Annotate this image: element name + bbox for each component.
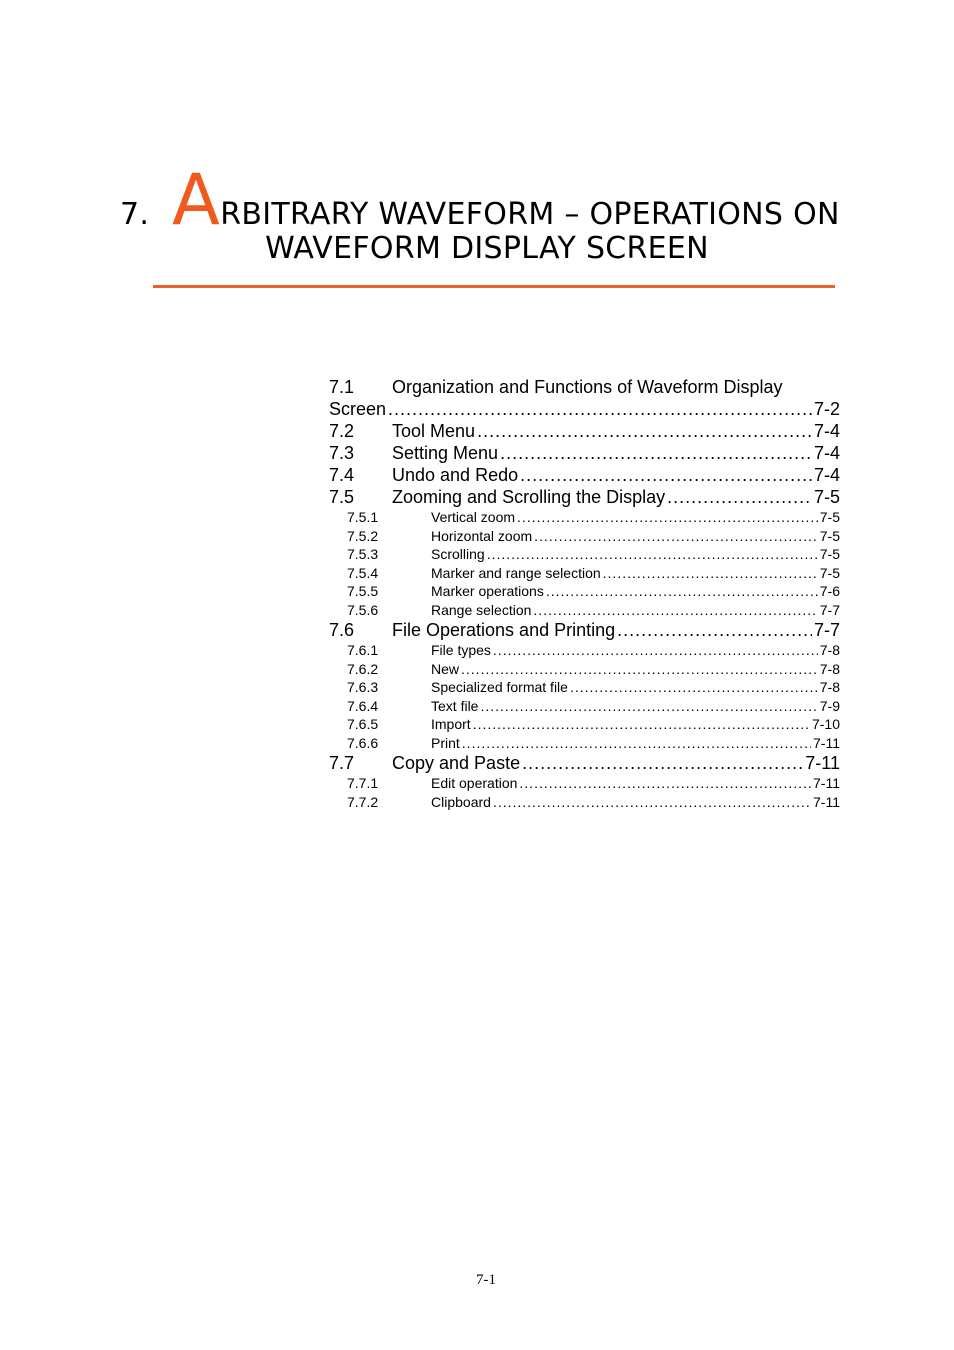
toc-number: 7.5.2 <box>347 527 379 544</box>
toc-entry-7-6-1[interactable] <box>329 641 840 660</box>
toc-leader <box>493 793 811 812</box>
toc-page: 7-4 <box>813 421 840 441</box>
toc-number: 7.5.5 <box>347 583 379 599</box>
toc-leader <box>570 678 818 697</box>
toc-number: 7.5.4 <box>347 564 379 581</box>
toc-leader <box>667 486 812 508</box>
toc-leader <box>477 420 812 442</box>
toc-entry-7-6-5[interactable] <box>329 715 840 734</box>
toc-number: 7.6.5 <box>347 716 379 732</box>
toc-number: 7.3 <box>329 443 355 463</box>
toc-label: Import <box>431 716 471 732</box>
toc-page: 7-11 <box>813 793 840 810</box>
toc-label: Copy and Paste <box>392 753 521 773</box>
toc-page: 7-5 <box>813 487 840 507</box>
toc-number: 7.5 <box>329 487 355 507</box>
toc-label: Specialized format file <box>431 679 568 695</box>
toc-page: 7-5 <box>819 509 840 525</box>
toc-label: Scrolling <box>431 546 485 562</box>
toc-page: 7-6 <box>819 583 840 599</box>
toc-leader <box>480 697 817 716</box>
chapter-title <box>120 159 840 266</box>
toc-leader <box>533 601 817 620</box>
toc-page: 7-8 <box>819 679 840 695</box>
toc-entry-7-6-3[interactable] <box>329 678 840 697</box>
title-underline <box>153 285 835 288</box>
toc-label: Edit operation <box>431 775 518 791</box>
toc-entry-7-7-1[interactable] <box>329 774 840 793</box>
toc-page: 7-11 <box>813 734 840 751</box>
toc-number: 7.6.3 <box>347 679 379 695</box>
toc-leader <box>617 619 812 641</box>
toc-number: 7.5.3 <box>347 546 379 562</box>
toc-entry-7-4[interactable] <box>329 464 840 486</box>
toc-leader <box>519 774 811 793</box>
chapter-initial: A <box>172 159 221 241</box>
toc-leader <box>603 564 818 583</box>
toc-leader <box>487 545 818 564</box>
toc-page: 7-5 <box>819 546 840 562</box>
table-of-contents <box>329 376 840 811</box>
toc-number: 7.7 <box>329 753 355 773</box>
toc-entry-7-6[interactable] <box>329 619 840 641</box>
toc-entry-7-5-6[interactable] <box>329 601 840 620</box>
toc-page: 7-7 <box>813 620 840 640</box>
toc-label: Marker and range selection <box>431 564 601 581</box>
toc-entry-7-1-line2[interactable] <box>329 398 840 420</box>
toc-entry-7-1-line1[interactable] <box>329 376 840 398</box>
toc-leader <box>473 715 810 734</box>
toc-entry-7-5-3[interactable] <box>329 545 840 564</box>
toc-label: Undo and Redo <box>392 465 519 485</box>
toc-page: 7-11 <box>805 753 840 773</box>
toc-leader <box>462 734 811 753</box>
toc-number: 7.7.2 <box>347 793 379 810</box>
toc-page: 7-4 <box>813 465 840 485</box>
toc-page: 7-8 <box>819 642 840 658</box>
toc-page: 7-11 <box>813 775 840 791</box>
toc-page: 7-4 <box>813 443 840 463</box>
toc-entry-7-5-1[interactable] <box>329 508 840 527</box>
toc-label: Zooming and Scrolling the Display <box>392 487 666 507</box>
toc-number: 7.6.2 <box>347 660 379 677</box>
toc-page: 7-5 <box>819 564 840 581</box>
toc-number: 7.2 <box>329 421 355 441</box>
toc-label: File types <box>431 642 491 658</box>
toc-entry-7-6-2[interactable] <box>329 660 840 679</box>
toc-number: 7.1 <box>329 377 355 397</box>
toc-leader <box>546 582 818 601</box>
toc-number: 7.4 <box>329 465 355 485</box>
page-number: 7-1 <box>476 1272 496 1288</box>
toc-entry-7-6-6[interactable] <box>329 734 840 753</box>
toc-label: Horizontal zoom <box>431 527 533 544</box>
toc-leader <box>500 442 812 464</box>
toc-entry-7-6-4[interactable] <box>329 697 840 716</box>
toc-entry-7-2[interactable] <box>329 420 840 442</box>
toc-number: 7.6 <box>329 620 355 640</box>
toc-label: Organization and Functions of Waveform Display <box>392 377 783 397</box>
toc-leader <box>520 464 812 486</box>
toc-entry-7-7-2[interactable] <box>329 793 840 812</box>
toc-label: File Operations and Printing <box>392 620 616 640</box>
toc-entry-7-5[interactable] <box>329 486 840 508</box>
toc-label: New <box>431 660 460 677</box>
toc-leader <box>461 660 818 679</box>
toc-label: Vertical zoom <box>431 509 516 525</box>
toc-entry-7-5-2[interactable] <box>329 527 840 546</box>
toc-label: Marker operations <box>431 583 544 599</box>
chapter-title-rest: RBITRARY WAVEFORM – OPERATIONS ON <box>220 197 840 232</box>
toc-page: 7-2 <box>813 399 840 419</box>
toc-page: 7-10 <box>811 716 840 732</box>
toc-leader <box>517 508 818 527</box>
toc-label: Tool Menu <box>392 421 476 441</box>
toc-label: Text file <box>431 697 479 714</box>
toc-entry-7-5-5[interactable] <box>329 582 840 601</box>
chapter-title-line1 <box>120 159 840 241</box>
toc-label: Print <box>431 734 460 751</box>
toc-number: 7.6.6 <box>347 734 379 751</box>
chapter-title-line2: WAVEFORM DISPLAY SCREEN <box>265 231 709 266</box>
toc-label: Screen <box>329 399 387 419</box>
toc-entry-7-3[interactable] <box>329 442 840 464</box>
toc-number: 7.6.1 <box>347 642 379 658</box>
toc-page: 7-8 <box>819 660 840 677</box>
toc-label: Range selection <box>431 601 532 618</box>
toc-leader <box>522 752 803 774</box>
toc-number: 7.5.6 <box>347 601 379 618</box>
toc-page: 7-9 <box>819 697 840 714</box>
toc-leader <box>534 527 818 546</box>
toc-page: 7-7 <box>819 601 840 618</box>
toc-number: 7.7.1 <box>347 775 379 791</box>
toc-page: 7-5 <box>819 527 840 544</box>
chapter-number: 7. <box>120 197 150 232</box>
toc-label: Clipboard <box>431 793 491 810</box>
toc-entry-7-5-4[interactable] <box>329 564 840 583</box>
toc-entry-7-7[interactable] <box>329 752 840 774</box>
toc-number: 7.5.1 <box>347 509 379 525</box>
toc-leader <box>493 641 818 660</box>
toc-number: 7.6.4 <box>347 697 379 714</box>
toc-label: Setting Menu <box>392 443 499 463</box>
toc-leader <box>388 398 812 420</box>
